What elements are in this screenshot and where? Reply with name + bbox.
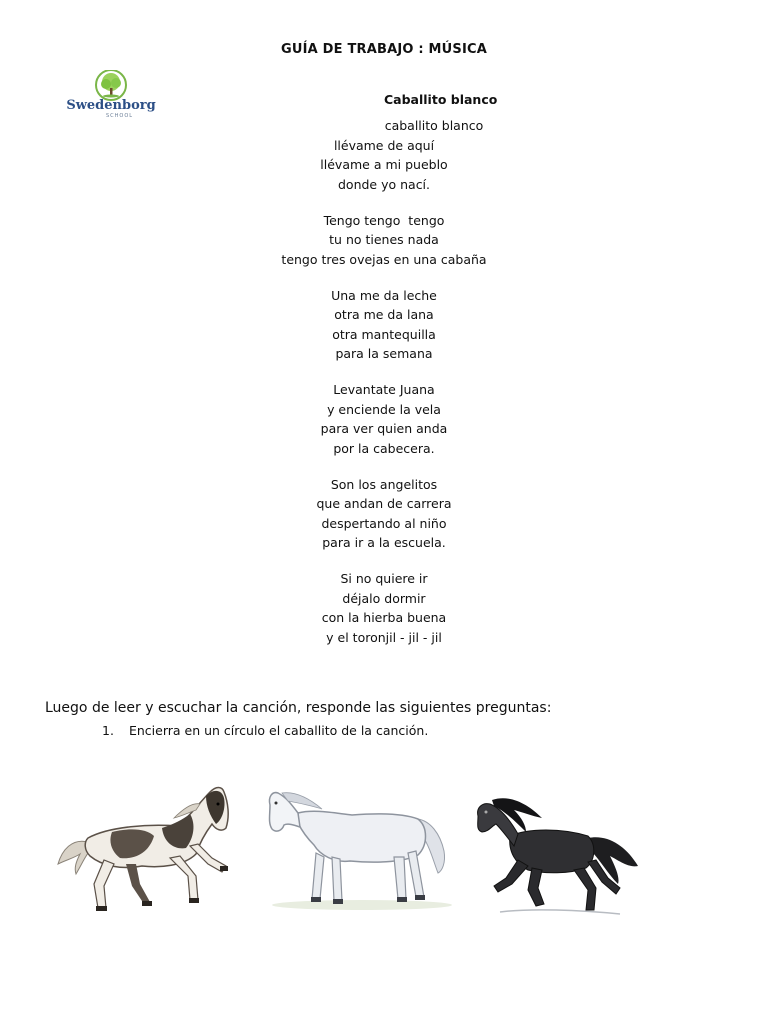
lyric-line: tu no tienes nada [329, 232, 439, 247]
page-title: GUÍA DE TRABAJO : MÚSICA [281, 42, 487, 57]
lyric-line: Son los angelitos [330, 476, 438, 492]
question-number: 1. [102, 723, 114, 738]
lyric-line: para la semana [335, 346, 433, 361]
song-title: Caballito blanco [384, 92, 498, 107]
lyric-line: por la cabecera. [333, 440, 435, 456]
lyric-line: Una me da leche [331, 287, 437, 303]
lyric-line: y enciende la vela [327, 401, 441, 417]
lyric-line: otra mantequilla [332, 326, 436, 342]
stanza [0, 475, 768, 553]
song-lyrics [0, 116, 768, 664]
lyric-line: para ir a la escuela. [322, 535, 446, 550]
question-text: Encierra en un círculo el caballito de la canción. [128, 723, 429, 738]
lyric-line: llévame a mi pueblo [320, 157, 448, 172]
white-horse-icon[interactable] [262, 783, 457, 913]
lyric-line: y el toronjil - jil - jil [326, 629, 442, 645]
lyric-line: déjalo dormir [342, 590, 426, 606]
stanza [0, 116, 768, 194]
lyric-line: con la hierba buena [321, 610, 447, 625]
lyric-line: otra me da lana [334, 307, 434, 322]
stanza [0, 286, 768, 364]
logo-subtitle: SCHOOL [106, 113, 134, 119]
stanza [0, 569, 768, 647]
lyric-line: Tengo tengo tengo [323, 212, 445, 228]
lyric-line: Levantate Juana [333, 382, 435, 397]
question-item [102, 723, 428, 738]
lyric-line: tengo tres ovejas en una cabaña [281, 251, 487, 267]
lyric-line: llévame de aquí [333, 137, 435, 153]
lyric-line: para ver quien anda [320, 421, 448, 436]
black-horse-icon[interactable] [470, 790, 645, 920]
swedenborg-logo [66, 68, 156, 118]
lyric-line: donde yo nací. [337, 176, 431, 192]
lyric-line: Si no quiere ir [340, 571, 428, 586]
lyric-line: despertando al niño [321, 515, 447, 531]
stanza [0, 211, 768, 270]
instructions-text: Luego de leer y escuchar la canción, responde las siguientes preguntas: [45, 700, 552, 716]
logo-text: Swedenborg [66, 98, 156, 113]
lyric-line: que andan de carrera [316, 496, 452, 511]
pinto-horse-icon[interactable] [50, 780, 235, 915]
lyric-line: caballito blanco [384, 118, 484, 133]
stanza [0, 380, 768, 458]
